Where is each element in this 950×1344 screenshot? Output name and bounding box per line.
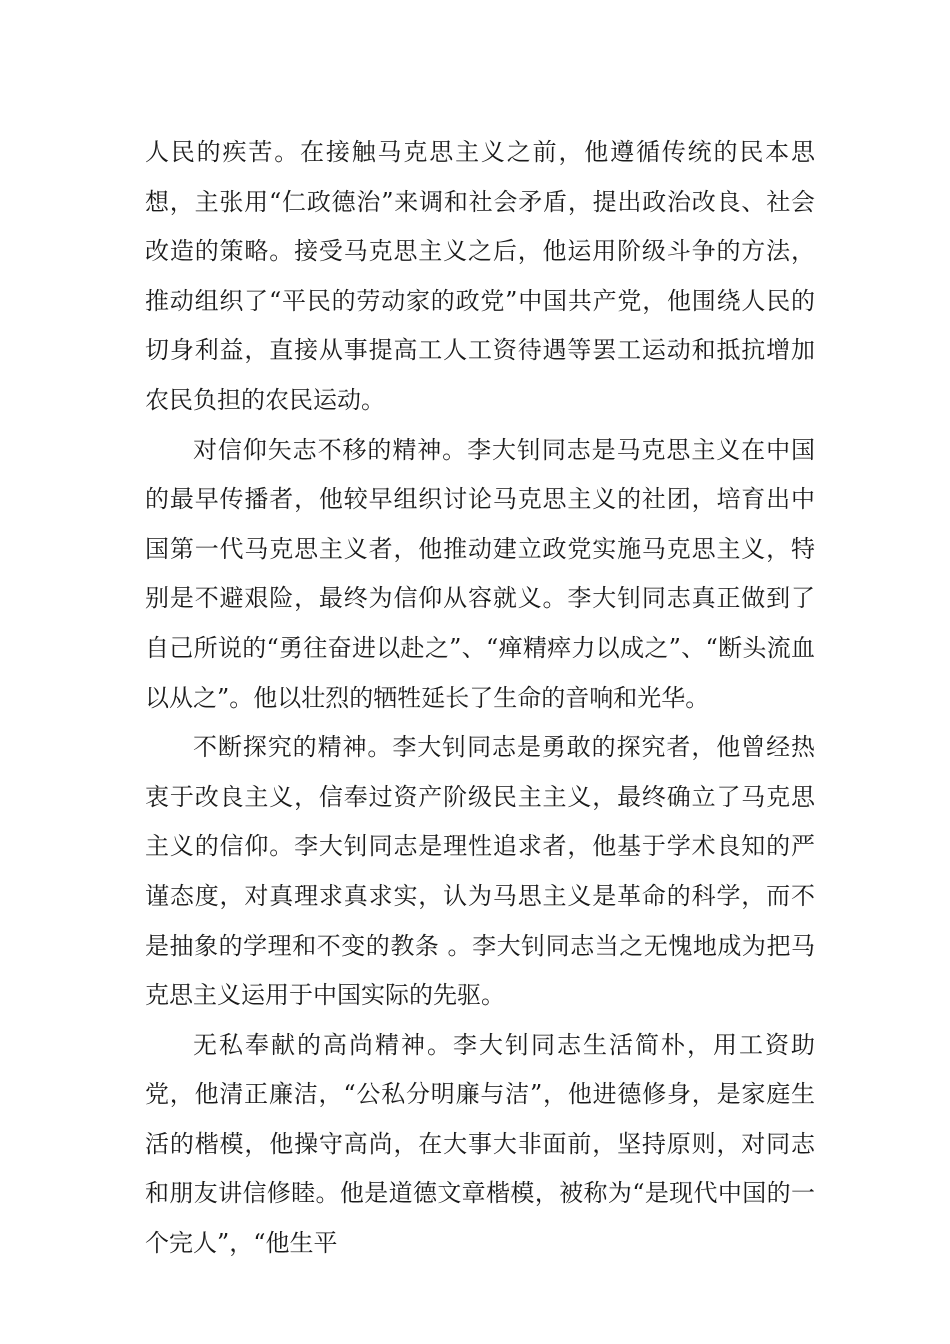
paragraph-continuous-exploration: 不断探究的精神。李大钊同志是勇敢的探究者，他曾经热衷于改良主义，信奉过资产阶级民主主义，最终确立了马克思主义的信仰。李大钊同志是理性追求者，他基于学术良知的严谨态度，对真理求真求实，认为马思主义是革命的科学，而不是抽象的学理和不变的教条 。李大钊同志当之无愧地成为把马克思主义运用于中国实际的先驱。 xyxy=(145,733,815,1010)
paragraph-unwavering-faith: 对信仰矢志不移的精神。李大钊同志是马克思主义在中国的最早传播者，他较早组织讨论马克思主义的社团，培育出中国第一代马克思主义者，他推动建立政党实施马克思主义，特别是不避艰险，最终为信仰从容就义。李大钊同志真正做到了自己所说的“勇往奋进以赴之”、“瘅精瘁力以成之”、“断头流血以从之”。他以壮烈的牺牲延长了生命的音响和光华。 xyxy=(145,435,815,712)
paragraph-people-suffering: 人民的疾苦。在接触马克思主义之前，他遵循传统的民本思想，主张用“仁政德治”来调和社会矛盾，提出政治改良、社会改造的策略。接受马克思主义之后，他运用阶级斗争的方法，推动组织了“平民的劳动家的政党”中国共产党，他围绕人民的切身利益，直接从事提高工人工资待遇等罢工运动和抵抗增加农民负担的农民运动。 xyxy=(145,138,815,414)
paragraph-selfless-dedication: 无私奉献的高尚精神。李大钊同志生活简朴，用工资助党，他清正廉洁，“公私分明廉与洁”，他进德修身，是家庭生活的楷模，他操守高尚，在大事大非面前，坚持原则，对同志和朋友讲信修睦。他是道德文章楷模，被称为“是现代中国的一个完人”，“他生平 xyxy=(145,1030,815,1258)
document-body xyxy=(145,128,815,1269)
